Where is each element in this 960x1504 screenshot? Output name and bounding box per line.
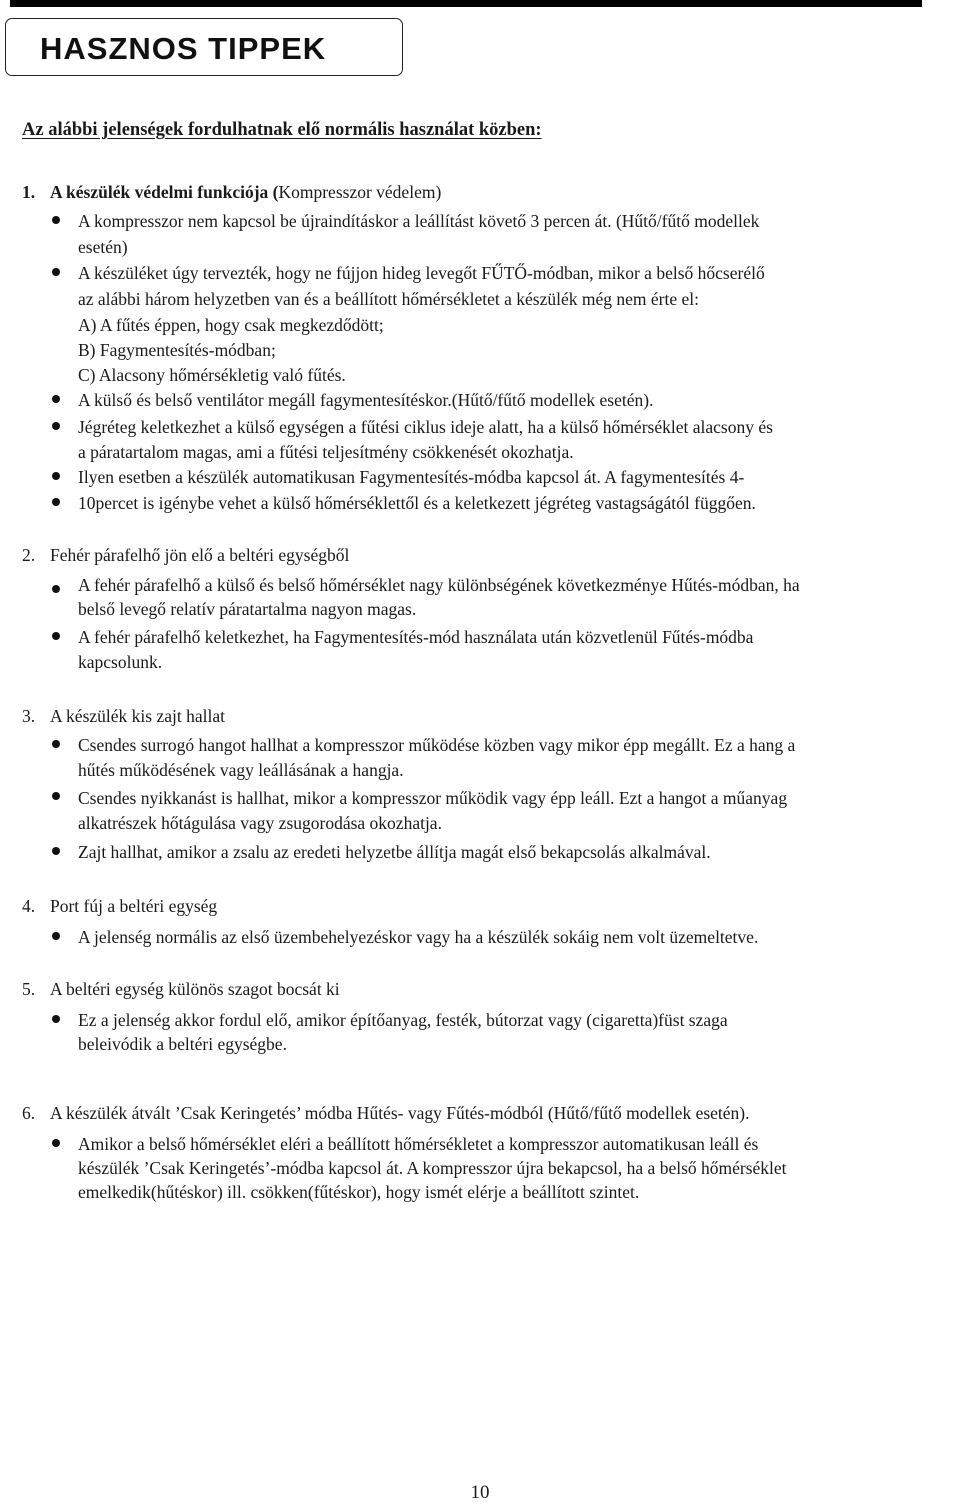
list-item: esetén) <box>78 237 128 257</box>
bullet-icon <box>52 498 60 506</box>
top-rule <box>10 0 922 7</box>
list-item: Zajt hallhat, amikor a zsalu az eredeti helyzetbe állítja magát első bekapcsolás alkalmával. <box>78 842 711 862</box>
list-item: Amikor a belső hőmérséklet eléri a beállított hőmérsékletet a kompresszor automatikusan leáll és <box>78 1134 759 1154</box>
section-heading: 6. A készülék átvált ’Csak Keringetés’ módba Hűtés- vagy Fűtés-módból (Hűtő/fűtő modellek esetén). <box>22 1103 750 1123</box>
list-item: A) A fűtés éppen, hogy csak megkezdődött; <box>78 315 384 335</box>
list-item: a páratartalom magas, ami a fűtési teljesítmény csökkenését okozhatja. <box>78 442 574 462</box>
list-item: C) Alacsony hőmérsékletig való fűtés. <box>78 365 346 385</box>
bullet-icon <box>52 395 60 403</box>
bullet-icon <box>52 740 60 748</box>
list-item: Csendes surrogó hangot hallhat a kompresszor működése közben vagy mikor épp megállt. Ez a hang a <box>78 735 796 755</box>
page-title: HASZNOS TIPPEK <box>40 31 327 66</box>
bullet-icon <box>52 585 60 593</box>
section-heading: 4. Port fúj a beltéri egység <box>22 896 218 916</box>
page-number: 10 <box>470 1482 490 1503</box>
bullet-icon <box>52 847 60 855</box>
list-item: belső levegő relatív páratartalma nagyon magas. <box>78 599 417 619</box>
list-item: Jégréteg keletkezhet a külső egységen a fűtési ciklus ideje alatt, ha a külső hőmérséklet alacsony és <box>78 417 773 437</box>
list-item: kapcsolunk. <box>78 652 163 672</box>
list-item: A fehér párafelhő keletkezhet, ha Fagymentesítés-mód használata után közvetlenül Fűtés-módba <box>78 627 754 647</box>
section-heading: 2. Fehér párafelhő jön elő a beltéri egységből <box>22 545 350 565</box>
bullet-icon <box>52 268 60 276</box>
section-heading: 5. A beltéri egység különös szagot bocsát ki <box>22 979 340 999</box>
list-item: az alábbi három helyzetben van és a beállított hőmérsékletet a készülék még nem érte el: <box>78 289 699 309</box>
bullet-icon <box>52 792 60 800</box>
section-heading: 1. A készülék védelmi funkciója (Kompresszor védelem) <box>22 182 442 202</box>
list-item: készülék ’Csak Keringetés’-módba kapcsol át. A kompresszor újra bekapcsol, ha a belső hőmérséklet <box>78 1158 787 1178</box>
intro-heading: Az alábbi jelenségek fordulhatnak elő normális használat közben: <box>22 120 542 140</box>
list-item: A készüléket úgy tervezték, hogy ne fújjon hideg levegőt FŰTŐ-módban, mikor a belső hőcserélő <box>78 263 765 283</box>
bullet-icon <box>52 422 60 430</box>
section-heading: 3. A készülék kis zajt hallat <box>22 706 225 726</box>
bullet-icon <box>52 1015 60 1023</box>
bullet-icon <box>52 1139 60 1147</box>
bullet-icon <box>52 216 60 224</box>
list-item: B) Fagymentesítés-módban; <box>78 340 276 360</box>
list-item: A jelenség normális az első üzembehelyezéskor vagy ha a készülék sokáig nem volt üzemeltetve. <box>78 927 759 947</box>
list-item: alkatrészek hőtágulása vagy zsugorodása okozhatja. <box>78 813 442 833</box>
bullet-icon <box>52 472 60 480</box>
list-item: hűtés működésének vagy leállásának a hangja. <box>78 760 404 780</box>
list-item: Ilyen esetben a készülék automatikusan Fagymentesítés-módba kapcsol át. A fagymentesítés 4- <box>78 467 745 487</box>
bullet-icon <box>52 632 60 640</box>
list-item: 10percet is igénybe vehet a külső hőmérséklettől és a keletkezett jégréteg vastagságától függően. <box>78 493 756 513</box>
list-item: Csendes nyikkanást is hallhat, mikor a kompresszor működik vagy épp leáll. Ezt a hangot a műanyag <box>78 788 788 808</box>
list-item: emelkedik(hűtéskor) ill. csökken(fűtéskor), hogy ismét elérje a beállított szintet. <box>78 1182 640 1202</box>
bullet-icon <box>52 932 60 940</box>
list-item: A fehér párafelhő a külső és belső hőmérséklet nagy különbségének következménye Hűtés-módban, ha <box>78 575 800 595</box>
list-item: A külső és belső ventilátor megáll fagymentesítéskor.(Hűtő/fűtő modellek esetén). <box>78 390 654 410</box>
list-item: beleivódik a beltéri egységbe. <box>78 1034 287 1054</box>
list-item: Ez a jelenség akkor fordul elő, amikor építőanyag, festék, bútorzat vagy (cigaretta)füst szaga <box>78 1010 728 1030</box>
list-item: A kompresszor nem kapcsol be újraindításkor a leállítást követő 3 percen át. (Hűtő/fűtő modellek <box>78 211 760 231</box>
